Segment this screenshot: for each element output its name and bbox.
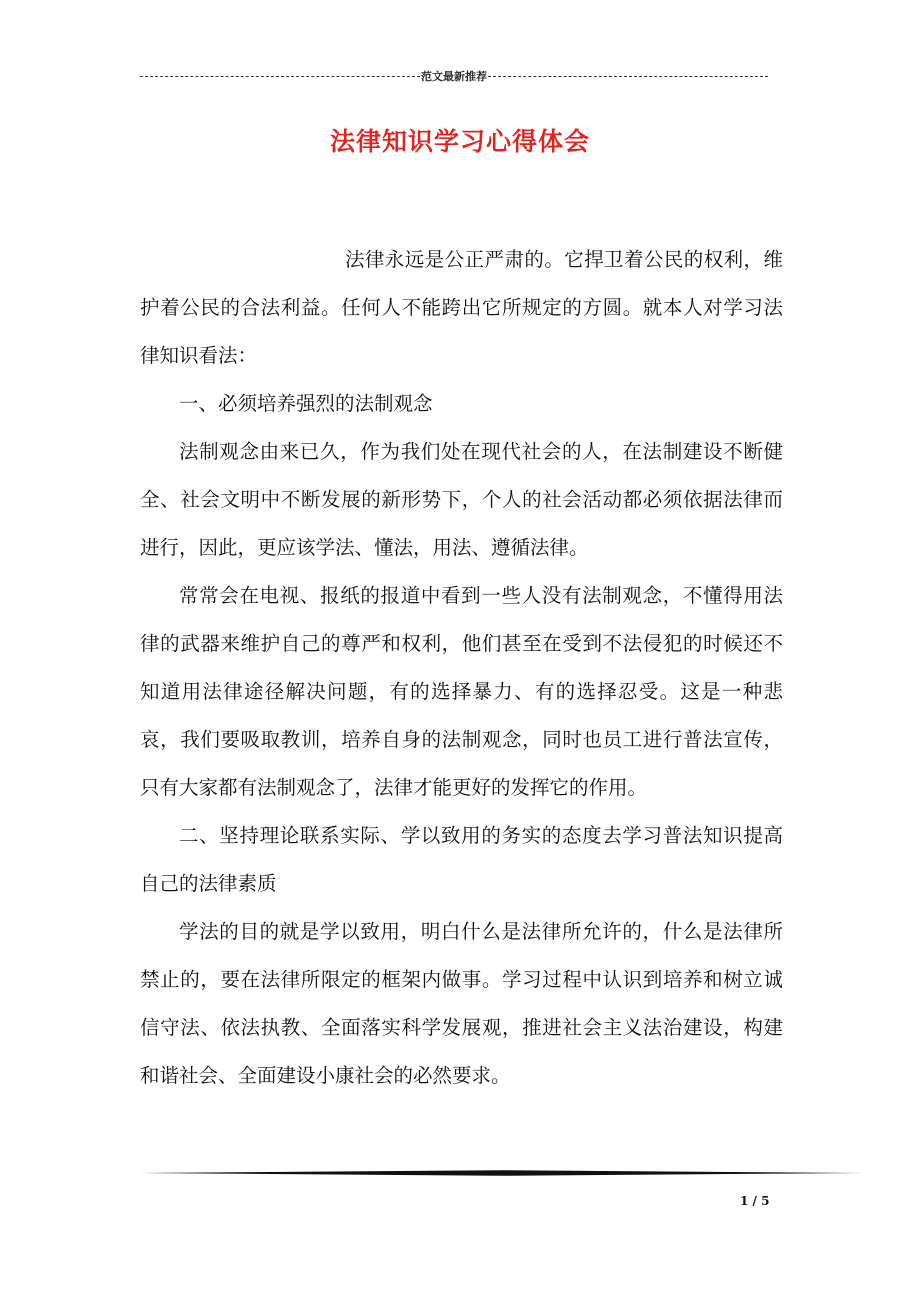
document-title: 法律知识学习心得体会 [329,127,590,156]
header-dash-left [140,76,420,77]
intro-paragraph: 法律永远是公正严肃的。它捍卫着公民的权利，维护着公民的合法利益。任何人不能跨出它所规定的方圆。就本人对学习法律知识看法： [140,248,783,367]
section-heading-1: 一、必须培养强烈的法制观念 [179,392,433,415]
footer-rule [140,1170,864,1176]
header-dash-right [488,76,768,77]
body-paragraph: 常常会在电视、报纸的报道中看到一些人没有法制观念，不懂得用法律的武器来维护自己的尊严和权利，他们甚至在受到不法侵犯的时候还不知道用法律途径解决问题，有的选择暴力、有的选择忍受。这是一种悲哀，我们要吸取教训，培养自身的法制观念，同时也员工进行普法宣传，只有大家都有法制观念了，法律才能更好的发挥它的作用。 [140,584,783,799]
document-body [140,236,783,1100]
header-label: 范文最新推荐 [421,70,487,83]
page-header [140,68,768,84]
section-heading-2: 二、坚持理论联系实际、学以致用的务实的态度去学习普法知识提高自己的法律素质 [140,824,783,895]
body-paragraph: 学法的目的就是学以致用，明白什么是法律所允许的，什么是法律所禁止的，要在法律所限定的框架内做事。学习过程中认识到培养和树立诚信守法、依法执教、全面落实科学发展观，推进社会主义法治建设，构建和谐社会、全面建设小康社会的必然要求。 [140,920,783,1087]
page-number: 1 / 5 [740,1194,770,1208]
body-paragraph: 法制观念由来已久，作为我们处在现代社会的人，在法制建设不断健全、社会文明中不断发展的新形势下，个人的社会活动都必须依据法律而进行，因此，更应该学法、懂法，用法、遵循法律。 [140,440,783,559]
